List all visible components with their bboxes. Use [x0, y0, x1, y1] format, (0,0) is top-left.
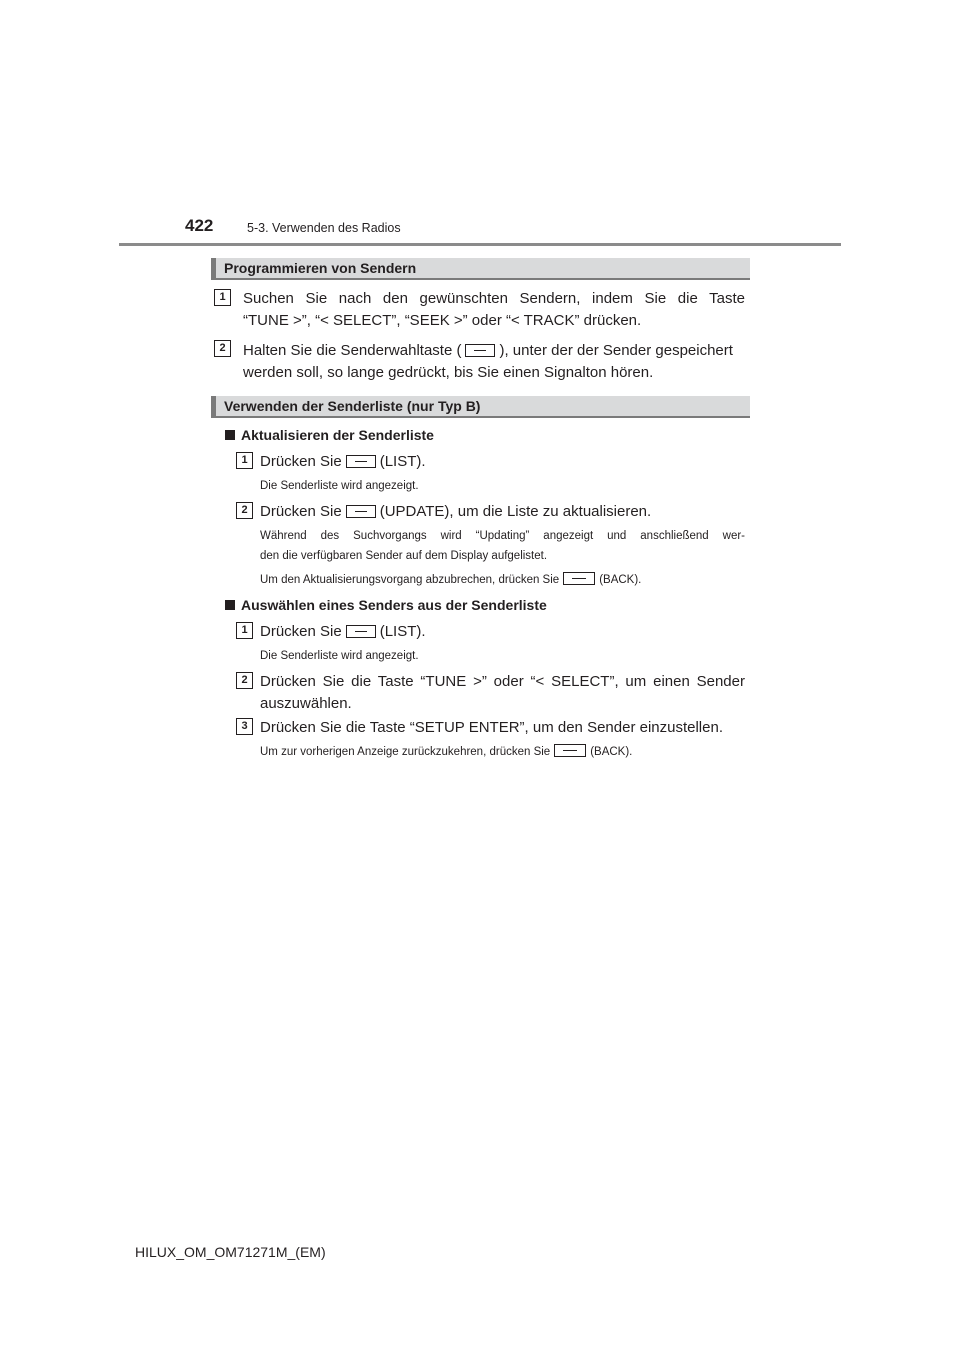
step-2-note-line-1: Während des Suchvorgangs wird “Updating” angezeigt und anschließend wer- [260, 530, 745, 542]
step-2-note-2 [260, 570, 641, 591]
step-2-line-1 [243, 339, 745, 362]
step-2-note-2-before: Um den Aktualisierungsvorgang abzubrechen, drücken Sie [260, 574, 560, 586]
step-1-line-1: Suchen Sie nach den gewünschten Sendern, indem Sie die Taste [243, 290, 745, 307]
step-2-text [260, 500, 745, 523]
update-key-icon [346, 505, 376, 518]
step-number-3: 3 [236, 718, 253, 735]
step-1-line-2: “TUNE >”, “< SELECT”, “SEEK >” oder “< TRACK” drücken. [243, 312, 642, 329]
step-number-1: 1 [214, 289, 231, 306]
heading-programmieren: Programmieren von Sendern [211, 258, 750, 280]
list-key-icon [346, 455, 376, 468]
step-2-note-2-after: (BACK). [599, 574, 642, 586]
bullet-square-icon [225, 600, 235, 610]
footer-doc-id: HILUX_OM_OM71271M_(EM) [135, 1244, 326, 1260]
header-rule [119, 243, 841, 246]
step-2-note-line-2: den die verfügbaren Sender auf dem Display aufgelistet. [260, 550, 548, 562]
step-2-line-2: werden soll, so lange gedrückt, bis Sie einen Signalton hören. [243, 364, 654, 381]
step-3-note [260, 742, 632, 763]
step-2-text-after: (UPDATE), um die Liste zu aktualisieren. [379, 503, 652, 520]
step-2-line-1: Drücken Sie die Taste “TUNE >” oder “< SELECT”, um einen Sender [260, 673, 745, 690]
subheading-auswaehlen-label: Auswählen eines Senders aus der Senderliste [241, 597, 547, 613]
subheading-aktualisieren-label: Aktualisieren der Senderliste [241, 427, 434, 443]
section-title: 5-3. Verwenden des Radios [247, 221, 401, 235]
step-1-note: Die Senderliste wird angezeigt. [260, 650, 419, 662]
step-number-2: 2 [236, 502, 253, 519]
step-1-text [260, 620, 745, 643]
back-key-icon [563, 572, 595, 585]
page-number: 422 [185, 216, 214, 235]
heading-senderliste: Verwenden der Senderliste (nur Typ B) [211, 396, 750, 418]
step-2-line-2: auszuwählen. [260, 695, 352, 712]
step-3-note-before: Um zur vorherigen Anzeige zurückzukehren, drücken Sie [260, 746, 551, 758]
step-3-text: Drücken Sie die Taste “SETUP ENTER”, um den Sender einzustellen. [260, 719, 723, 736]
step-number-1: 1 [236, 622, 253, 639]
step-1-text-before: Drücken Sie [260, 623, 342, 640]
step-3-note-after: (BACK). [590, 746, 633, 758]
step-1-text-before: Drücken Sie [260, 453, 342, 470]
step-2-text-before: Halten Sie die Senderwahltaste ( [243, 342, 462, 359]
step-2-text-before: Drücken Sie [260, 503, 342, 520]
subheading-aktualisieren [225, 427, 434, 443]
step-number-2: 2 [214, 340, 231, 357]
back-key-icon [554, 744, 586, 757]
step-number-1: 1 [236, 452, 253, 469]
step-1-text-after: (LIST). [379, 453, 426, 470]
step-1-note: Die Senderliste wird angezeigt. [260, 480, 419, 492]
list-key-icon [346, 625, 376, 638]
step-1-text [260, 450, 745, 473]
bullet-square-icon [225, 430, 235, 440]
subheading-auswaehlen [225, 597, 547, 613]
station-key-icon [465, 344, 495, 357]
step-number-2: 2 [236, 672, 253, 689]
step-1-text-after: (LIST). [379, 623, 426, 640]
step-2-text-after: ), unter der der Sender gespeichert [499, 342, 733, 359]
